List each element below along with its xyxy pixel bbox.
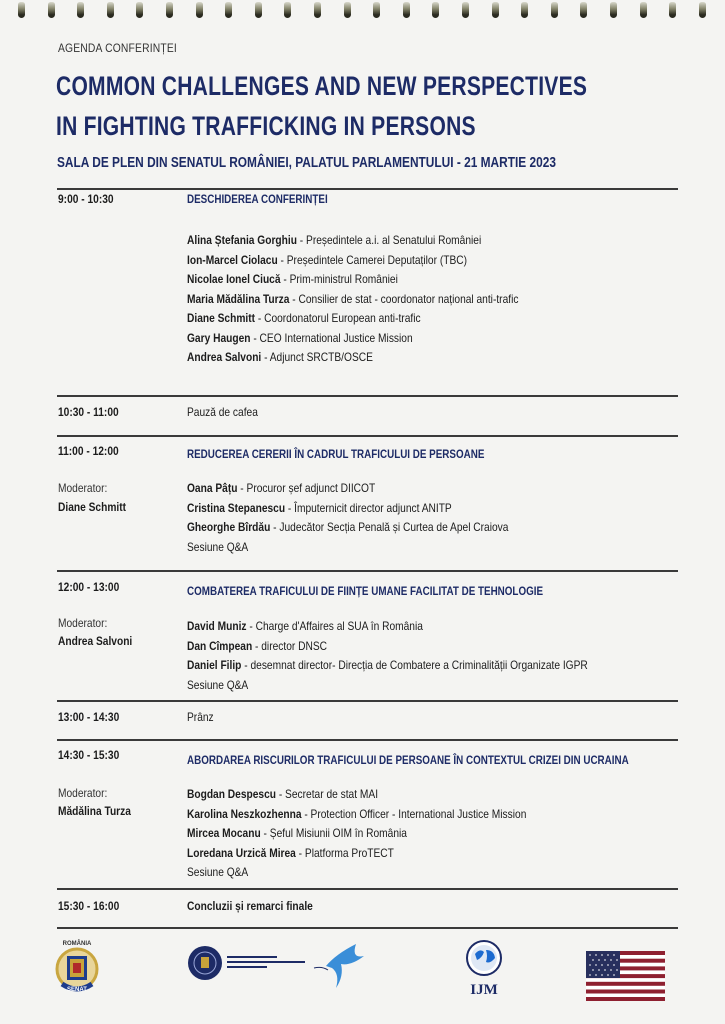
spiral-ring [255, 2, 262, 18]
speaker: Ion-Marcel Ciolacu - Președintele Camerei Deputaților (TBC) [187, 252, 468, 267]
spiral-ring [699, 2, 706, 18]
speaker: Oana Pâțu - Procuror șef adjunct DIICOT [187, 481, 376, 495]
speaker: Loredana Urzică Mirea - Platforma ProTECT [187, 845, 394, 860]
spiral-ring [107, 2, 114, 18]
session-title: DESCHIDEREA CONFERINȚEI [187, 192, 328, 206]
divider [57, 700, 678, 702]
speaker: Cristina Stepanescu - Împuternicit director adjunct ANITP [187, 500, 452, 515]
moderator-name: Diane Schmitt [58, 500, 127, 514]
speaker: Gheorghe Bîrdău - Judecător Secția Penală și Curtea de Apel Craiova [187, 520, 509, 534]
spiral-ring [580, 2, 587, 18]
session-time: 10:30 - 11:00 [58, 405, 119, 419]
speaker: Gary Haugen - CEO International Justice Mission [187, 330, 413, 345]
speaker: David Muniz - Charge d'Affaires al SUA în România [187, 619, 423, 633]
session-time: 12:00 - 13:00 [58, 580, 120, 594]
sponsor-logos [0, 936, 725, 1006]
speaker: Maria Mădălina Turza - Consilier de stat - coordonator național anti-trafic [187, 291, 519, 306]
session-title: ABORDAREA RISCURILOR TRAFICULUI DE PERSOANE ÎN CONTEXTUL CRIZEI DIN UCRAINA [187, 753, 629, 767]
title-line-1: COMMON CHALLENGES AND NEW PERSPECTIVES [56, 71, 588, 101]
speaker-list [187, 231, 577, 368]
spiral-ring [403, 2, 410, 18]
senat-logo [52, 936, 102, 998]
moderator-label: Moderator: [58, 786, 108, 800]
svg-text:SENAT: SENAT [67, 987, 87, 993]
speaker-list [187, 479, 565, 557]
speaker: Nicolae Ionel Ciucă - Prim-ministrul României [187, 272, 398, 286]
spiral-ring [462, 2, 469, 18]
session-time: 15:30 - 16:00 [58, 899, 120, 913]
spiral-ring [77, 2, 84, 18]
divider [57, 739, 678, 741]
spiral-ring [166, 2, 173, 18]
venue-date: SALA DE PLEN DIN SENATUL ROMÂNIEI, PALATUL PARLAMENTULUI - 21 MARTIE 2023 [57, 155, 556, 171]
divider [57, 570, 678, 572]
spiral-ring [551, 2, 558, 18]
session-title: Concluzii și remarci finale [187, 899, 313, 913]
session-title: Pauză de cafea [187, 405, 258, 419]
spiral-ring [284, 2, 291, 18]
speaker: Mircea Mocanu - Șeful Misiunii OIM în România [187, 826, 407, 840]
speaker: Andrea Salvoni - Adjunct SRCTB/OSCE [187, 350, 373, 364]
spiral-ring [225, 2, 232, 18]
department-logo [186, 944, 386, 996]
moderator-name: Mădălina Turza [58, 804, 131, 818]
speaker: Daniel Filip - desemnat director- Direcția de Combatere a Criminalității Organizate IGPR [187, 658, 588, 672]
divider [57, 188, 678, 190]
divider [57, 927, 678, 929]
spiral-ring [640, 2, 647, 18]
session-title: REDUCEREA CERERII ÎN CADRUL TRAFICULUI DE PERSOANE [187, 447, 485, 461]
divider [57, 435, 678, 437]
spiral-ring [492, 2, 499, 18]
spiral-ring [136, 2, 143, 18]
ijm-logo [462, 938, 506, 1000]
speaker: Alina Ștefania Gorghiu - Președintele a.i. al Senatului României [187, 233, 482, 247]
spiral-ring [373, 2, 380, 18]
spiral-ring [18, 2, 25, 18]
session-time: 14:30 - 15:30 [58, 748, 120, 762]
moderator-label: Moderator: [58, 616, 108, 630]
session-time: 11:00 - 12:00 [58, 444, 119, 458]
qa-note: Sesiune Q&A [187, 865, 249, 879]
qa-note: Sesiune Q&A [187, 539, 249, 554]
speaker-list [187, 617, 659, 695]
spiral-ring [610, 2, 617, 18]
svg-text:IJM: IJM [470, 982, 498, 998]
session-title: COMBATEREA TRAFICULUI DE FIINȚE UMANE FACILITAT DE TEHNOLOGIE [187, 584, 544, 598]
moderator-label: Moderator: [58, 481, 108, 495]
divider [57, 888, 678, 890]
session-title: Prânz [187, 710, 214, 724]
moderator-name: Andrea Salvoni [58, 634, 133, 648]
spiral-ring [669, 2, 676, 18]
spiral-binding [0, 0, 725, 22]
spiral-ring [521, 2, 528, 18]
agenda-kicker: AGENDA CONFERINȚEI [58, 41, 177, 55]
spiral-ring [196, 2, 203, 18]
divider [57, 395, 678, 397]
session-time: 13:00 - 14:30 [58, 710, 120, 724]
session-time: 9:00 - 10:30 [58, 192, 114, 206]
speaker-list [187, 785, 586, 883]
speaker: Diane Schmitt - Coordonatorul European anti-trafic [187, 311, 421, 325]
qa-note: Sesiune Q&A [187, 677, 249, 692]
speaker: Karolina Neszkozhenna - Protection Officer - International Justice Mission [187, 806, 527, 821]
spiral-ring [344, 2, 351, 18]
spiral-ring [48, 2, 55, 18]
us-flag [586, 951, 665, 1001]
spiral-ring [432, 2, 439, 18]
svg-text:ROMÂNIA: ROMÂNIA [62, 941, 92, 947]
spiral-ring [314, 2, 321, 18]
title-line-2: IN FIGHTING TRAFFICKING IN PERSONS [56, 111, 476, 141]
speaker: Dan Cîmpean - director DNSC [187, 638, 327, 653]
speaker: Bogdan Despescu - Secretar de stat MAI [187, 787, 379, 801]
